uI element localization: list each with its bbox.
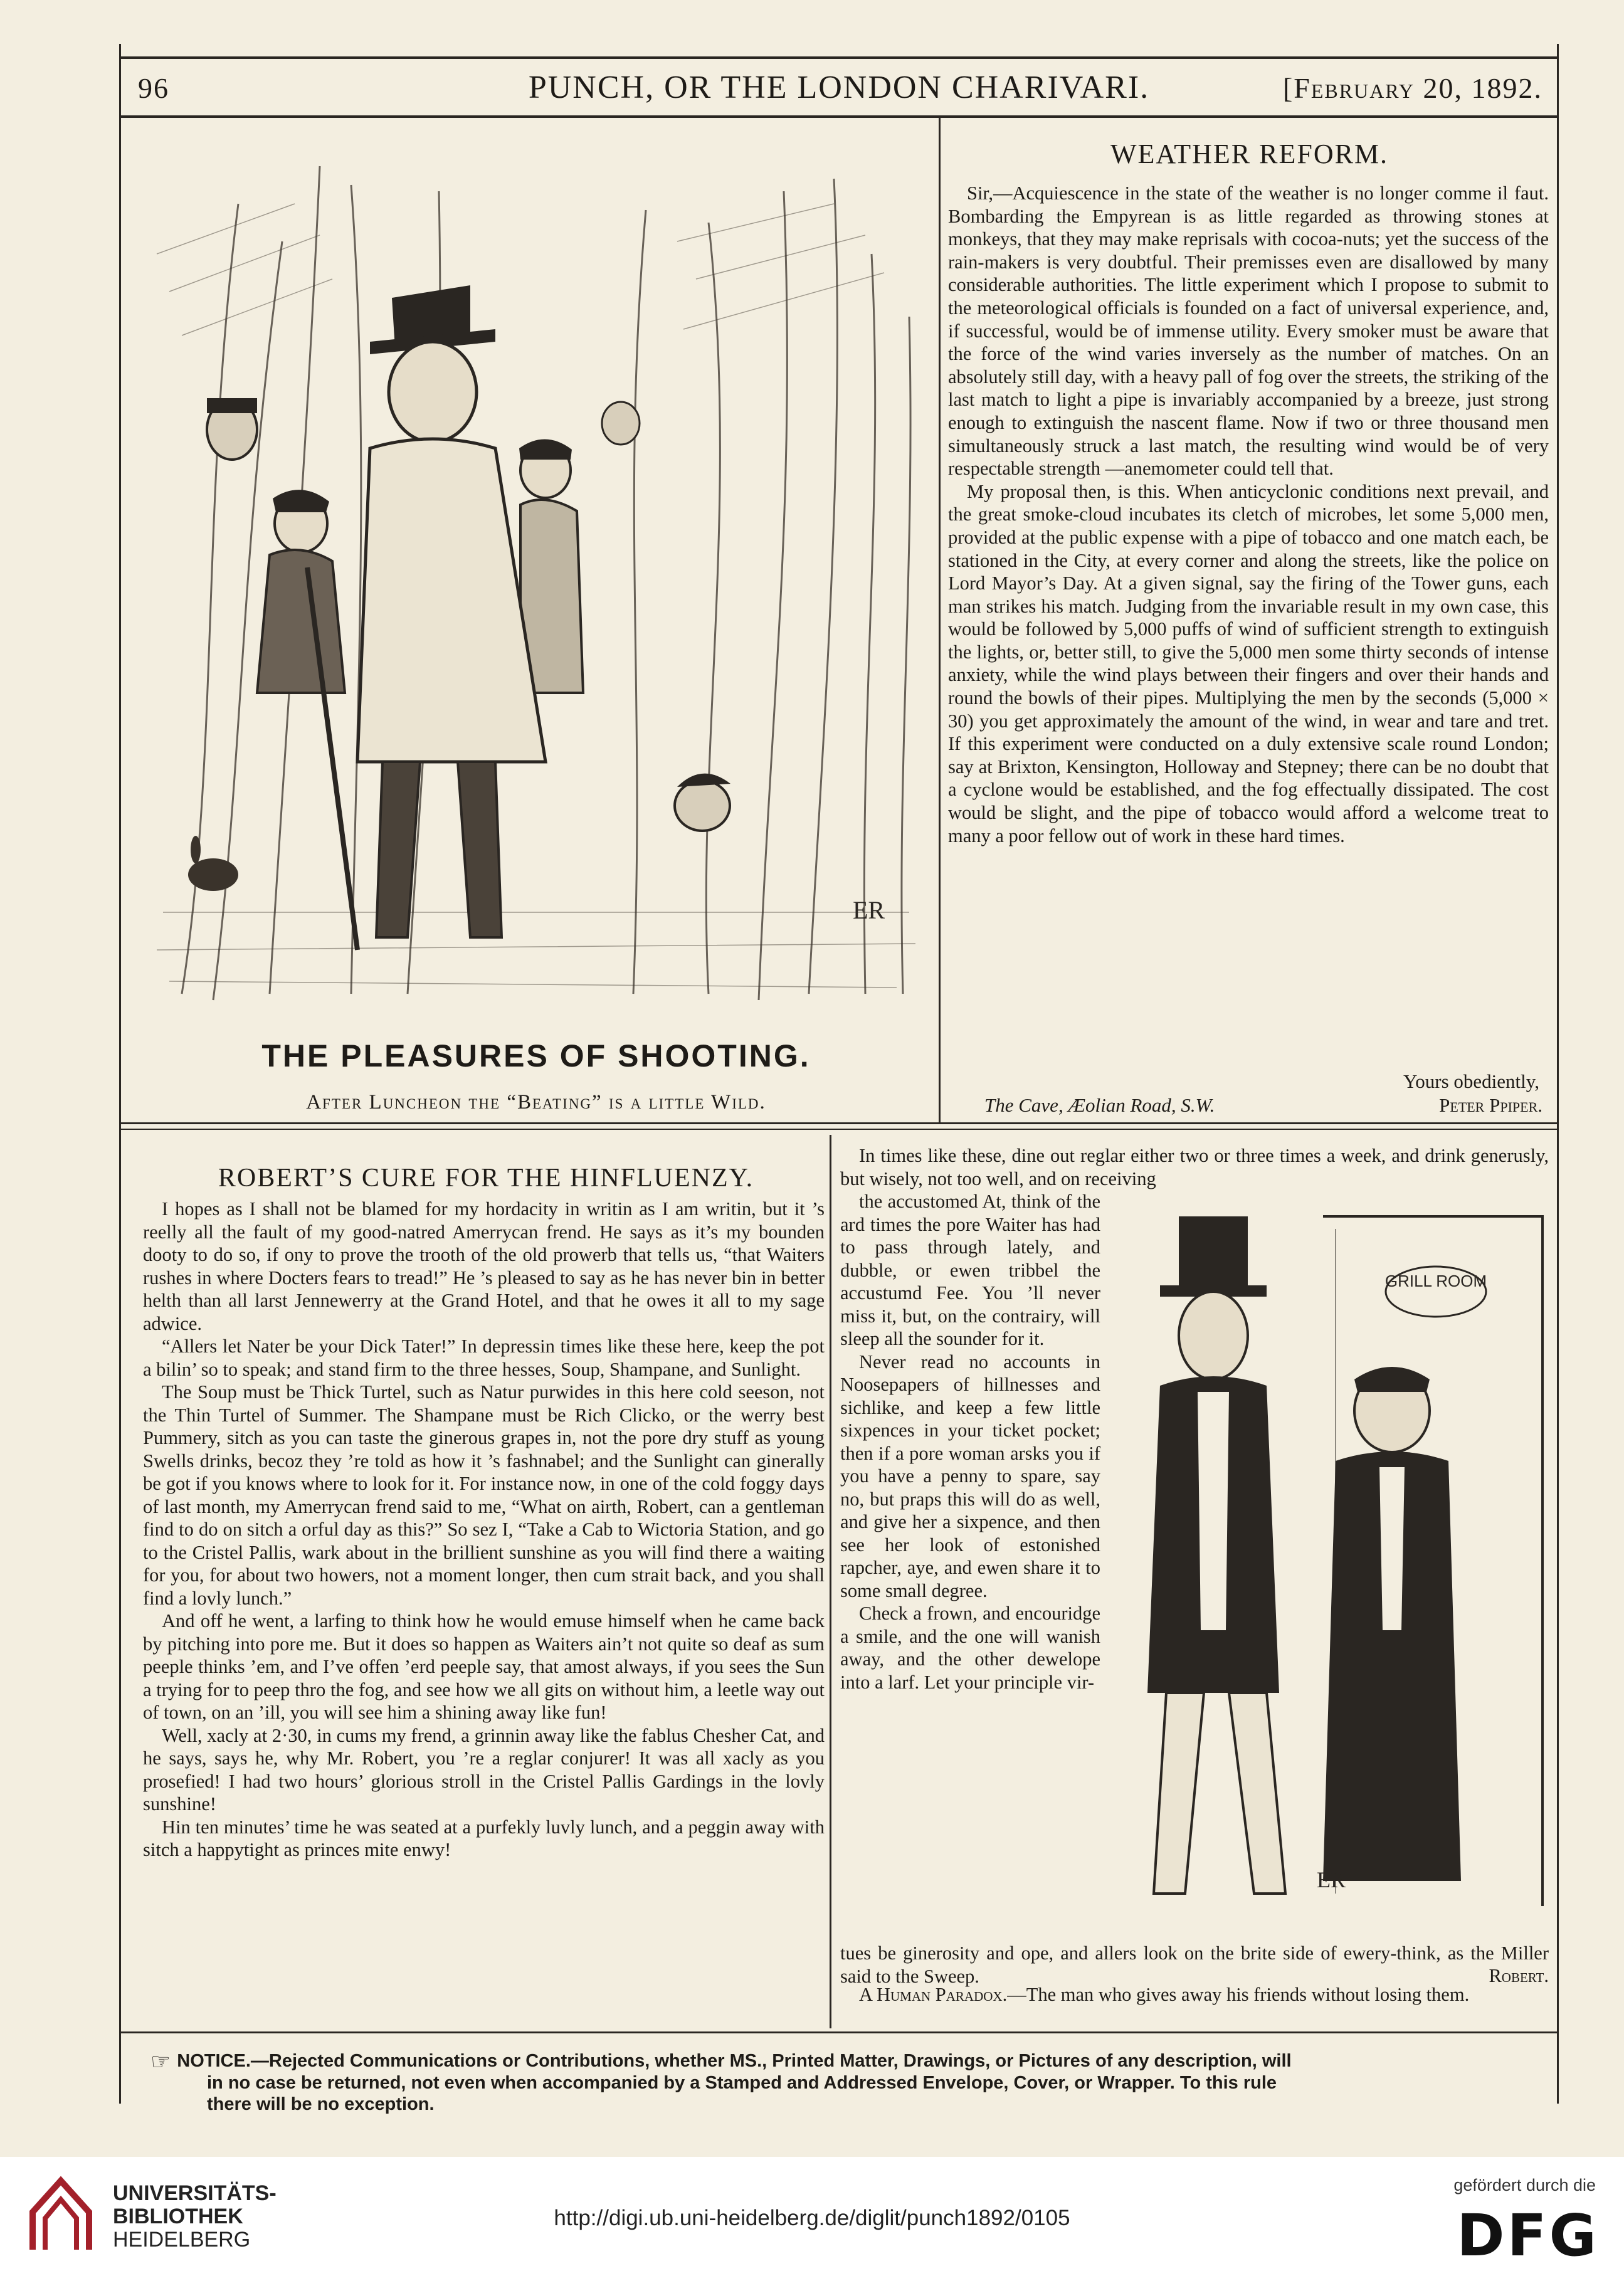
paragraph: Sir,—Acquiescence in the state of the weather is no longer comme il faut. Bombarding the Empyrean is as little regarded as throwing stones at monkeys, that they may make reprisals with cocoa-nuts; yet the success of the rain-makers is very doubtful. Their premisses even are disallowed by many considerable authorities. The little experiment which I propose to submit to the meteorological officials is founded on a fact of universal experience, and, if successful, would be of immense utility. Every smoker must be aware that the force of the wind varies inversely as the number of matches. On an absolutely still day, with a heavy pall of fog over the streets, the striking of the last match to light a pipe is invariably accompanied by a breeze, just strong enough to extinguish the nascent flame. Now if two or three thousand men simultaneously struck a last match, the resulting wind would be of very respectable strength —anemometer could tell that. <box>948 182 1549 480</box>
paragraph: Never read no accounts in Noosepapers of hillnesses and sichlike, and keep a few little sixpences in your ticket pocket; then if a pore woman arsks you if you have a penny to spare, say no, but praps this will do as well, and give her a sixpence, and then see her look of estonished rapcher, aye, and ewen share it to some small degree. <box>840 1351 1100 1601</box>
svg-text:ER: ER <box>853 896 885 924</box>
column-divider-bottom <box>830 1135 831 2028</box>
source-url-link[interactable]: http://digi.ub.uni-heidelberg.de/diglit/punch1892/0105 <box>554 2206 1070 2230</box>
author-name: Peter Ppiper. <box>1439 1094 1542 1116</box>
weather-reform-body <box>948 182 1549 847</box>
paragraph: My proposal then, is this. When anticyclonic conditions next prevail, and the great smoke-cloud incubates its cletch of microbes, let some 5,000 men, provided at the public expense with a pipe of tobacco and one match each, be stationed in the City, at every corner and along the streets, like the police on Lord Mayor’s Day. At a given signal, say the firing of the Tower guns, each man strikes his match. Judging from the invariable result in my own case, this would be followed by 5,000 puffs of wind of sufficient strength to extinguish the lights, or, better still, to give the 5,000 men some thirty seconds of intense anxiety, while the wind plays between their fingers and over their hands and round the bowls of their pipes. Multiplying the men by the seconds (5,000 × 30) you get approximately the amount of the wind, in wear and tare and tret. If this experiment were conducted on a duly extensive scale round London; say at Brixton, Kensington, Holloway and Stepney; there can be no doubt that a cyclone would be established, and the fog effectually dissipated. The cost would be slight, and the pipe of tobacco would afford a welcome treat to many a poor fellow out of work in these hard times. <box>948 480 1549 846</box>
continuation-narrow-column <box>840 1190 1100 1694</box>
paragraph: I hopes as I shall not be blamed for my hordacity in writin as I am writin, but it ’s reelly all the fault of my good-natred Amerrycan frend. He says as it’s my bounden dooty to do so, if ony to prove the trooth of the old prowerb that tells us, “that Waiters rushes in where Docters fears to tread!” He ’s pleased to say as he has never bin in better helth than all larst Jennewerry at the Grand Hotel, and that he owes it all to my sage adwice. <box>143 1198 825 1334</box>
human-paradox-paragraph <box>840 1983 1549 2006</box>
section-divider-2 <box>119 1129 1559 1130</box>
paragraph: Hin ten minutes’ time he was seated at a purfekly luvly lunch, and a peggin away with sitch a happytight as princes mite enwy! <box>143 1816 825 1860</box>
paradox-text: —The man who gives away his friends without losing them. <box>1007 1984 1470 2005</box>
notice-line-2: in no case be returned, not even when accompanied by a Stamped and Addressed Envelope, Cover, or Wrapper. To this rule <box>207 2073 1277 2093</box>
grill-room-sign: GRILL ROOM <box>1384 1272 1487 1290</box>
paragraph: Well, xacly at 2·30, in cums my frend, a grinnin away like the fablus Chesher Cat, and he says, says he, why Mr. Robert, you ’re a reglar conjurer! It was all xacly as you prosefied! I had two hours’ glorious stroll in the Cristel Pallis Gardings in the lovly sunshine! <box>143 1724 825 1815</box>
section-divider <box>119 1122 1559 1124</box>
paragraph: The Soup must be Thick Turtel, such as Natur purwides in this here cold seeson, not the Thin Turtel of Summer. The Shampane must be Rich Clicko, or the werry best Pummery, sitch as you can taste the ginerous grapes in, not the pore dry stuff as young Swells drinks, becoz they ’re told as how it ’s fashnabel; and the Sunlight can ginerally be got if you knows where to look for it. For instance now, in one of the cold foggy days of last month, my Amerrycan frend said to me, “What on airth, Robert, can a gentleman find to do on sitch a orful day as this?” So sez I, “Take a Cab to Wictoria Station, and go to the Cristel Pallis, wark about in the brillient sunshine as you will find there a waiting for you, for about two howers, not a moment longer, then cum strait back, and you shall find a lovly lunch.” <box>143 1381 825 1609</box>
robert-signature: Robert. <box>1489 1965 1549 1986</box>
notice-line-3: there will be no exception. <box>207 2094 435 2114</box>
weather-reform-title: WEATHER REFORM. <box>1110 139 1389 169</box>
editorial-notice <box>150 2050 1549 2115</box>
cartoon-title: THE PLEASURES OF SHOOTING. <box>261 1038 811 1073</box>
roberts-cure-body <box>143 1198 825 1862</box>
publication-title: PUNCH, OR THE LONDON CHARIVARI. <box>528 70 1150 105</box>
roberts-cure-title: ROBERT’S CURE FOR THE HINFLUENZY. <box>218 1164 754 1193</box>
notice-divider <box>119 2031 1559 2033</box>
column-divider-top <box>939 116 941 1122</box>
continuation-tail: tues be ginerosity and ope, and allers look on the brite side of ewery-think, as the Miller said to the Sweep. <box>840 1942 1549 1987</box>
library-name: UNIVERSITÄTS- BIBLIOTHEK HEIDELBERG <box>113 2181 277 2252</box>
closing-salutation: Yours obediently, <box>1403 1070 1539 1092</box>
page-number: 96 <box>138 72 169 104</box>
continuation-intro: In times like these, dine out reglar either two or three times a week, and drink generusly, but wisely, not too well, and on receiving <box>840 1145 1549 1189</box>
paradox-lead: A Human Paradox. <box>859 1984 1008 2005</box>
dfg-logo: DFG <box>1457 2202 1599 2269</box>
issue-date: [February 20, 1892. <box>1282 72 1542 104</box>
paragraph: Check a frown, and encouridge a smile, and the one will wanish away, and the other dewelope into a larf. Let your principle vir- <box>840 1603 1100 1693</box>
letter-signature <box>984 1094 1542 1117</box>
paragraph: And off he went, a larfing to think how he would emuse himself when he came back by pitching into pore me. But it does so happen as Waiters ain’t not quite so deaf as sum peeple thinks ’em, and I’ve offen ’erd peeple say, that amost always, if you sees the Sun a trying for to peep thro the fog, and see how we all gits on without him, a leetle way out of town, on an ’ill, you will see him a shining away like fun! <box>143 1610 825 1723</box>
paragraph: “Allers let Nater be your Dick Tater!” In depressin times like these here, keep the pot a bilin’ so to speak; and stand firm to the three hesses, Soup, Shampane, and Sunlight. <box>143 1336 825 1380</box>
shooting-cartoon-illustration <box>144 129 928 1019</box>
waiters-cartoon-illustration <box>1110 1191 1549 1925</box>
digitization-footer <box>0 2157 1624 2271</box>
cartoon-caption: After Luncheon the “Beating” is a little Wild. <box>306 1091 766 1114</box>
paragraph: the accustomed At, think of the ard times the pore Waiter has had to pass through lately, and dubble, or ewen tribbel the accustumd Fee. You ’ll never miss it, but, on the contrairy, will sleep all the sounder for it. <box>840 1191 1100 1349</box>
funding-label: gefördert durch die <box>1453 2176 1596 2195</box>
running-head <box>119 56 1559 118</box>
author-location: The Cave, Æolian Road, S.W. <box>984 1094 1215 1116</box>
pointing-hand-icon: ☞ <box>150 2048 171 2074</box>
notice-line-1: NOTICE.—Rejected Communications or Contributions, whether MS., Printed Matter, Drawings, or Pictures of any description, will <box>177 2051 1292 2071</box>
svg-text:ER: ER <box>1317 1867 1346 1892</box>
